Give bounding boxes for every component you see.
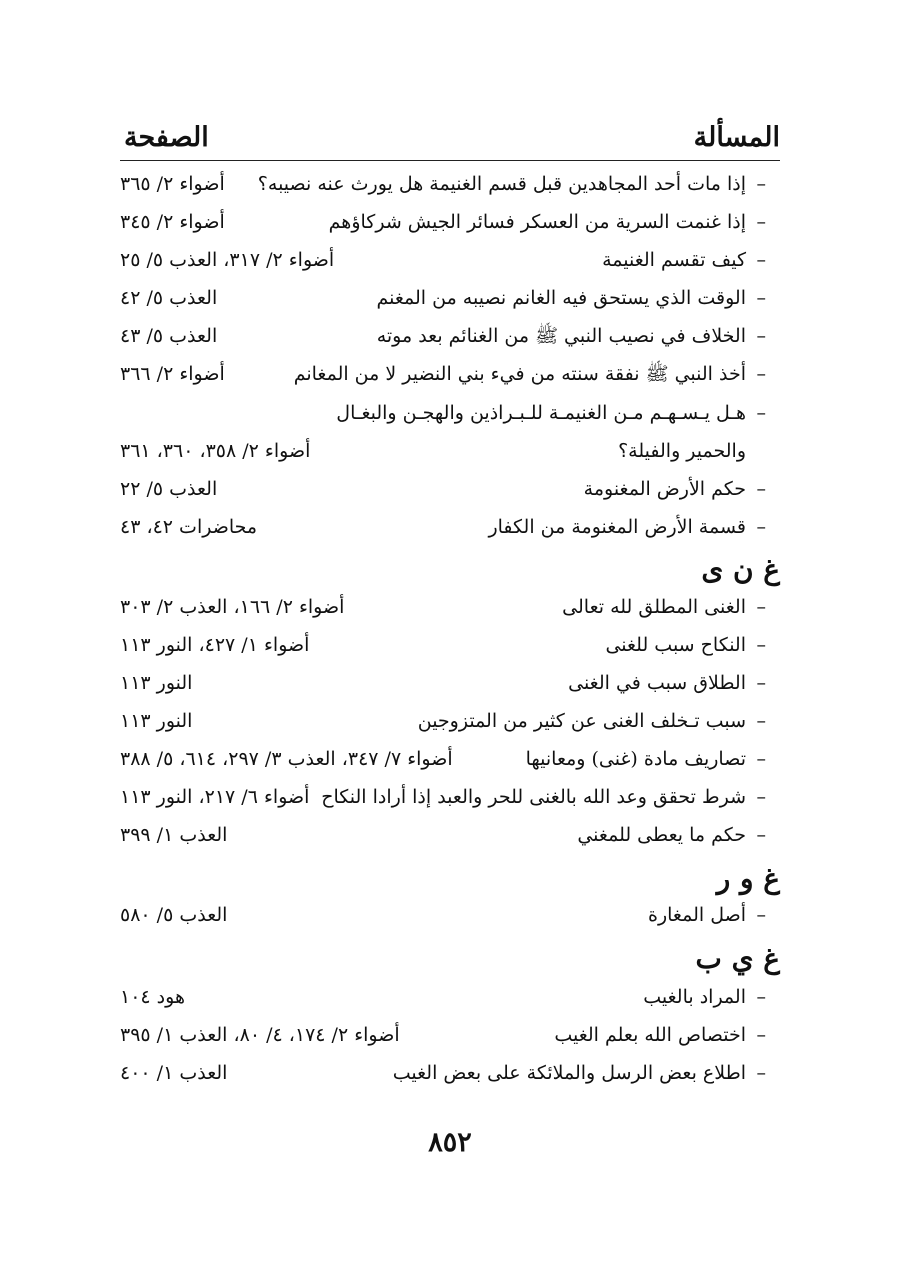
entry-dash: –: [756, 325, 766, 347]
index-entry: [120, 1056, 780, 1090]
index-entry: [120, 281, 780, 315]
entry-ref: العذب ٥/ ٤٢: [120, 287, 218, 309]
entry-ref: هود ١٠٤: [120, 986, 185, 1008]
section-heading-ghani: [120, 550, 780, 590]
entry-ref: أضواء ٢/ ١٧٤، ٤/ ٨٠، العذب ١/ ٣٩٥: [120, 1024, 400, 1046]
entry-dash: –: [756, 986, 766, 1008]
entry-text: تصاريف مادة (غنى) ومعانيها: [525, 748, 746, 770]
entry-text: الطلاق سبب في الغنى: [568, 672, 746, 694]
entry-dash: –: [756, 211, 766, 233]
entry-ref: العذب ٥/ ٢٢: [120, 478, 218, 500]
entry-text: هـل يـسـهـم مـن الغنيمـة للـبـراذين والهجـن والبغـال: [336, 402, 746, 424]
index-entry: [120, 780, 780, 814]
index-entry: [120, 510, 780, 544]
index-entry: [120, 898, 780, 932]
entry-ref: أضواء ١/ ٤٢٧، النور ١١٣: [120, 634, 310, 656]
entry-ref: النور ١١٣: [120, 710, 193, 732]
index-entry: [120, 205, 780, 239]
entry-ref: أضواء ٦/ ٢١٧، النور ١١٣: [120, 786, 310, 808]
section-heading-ghawr: [120, 859, 780, 899]
entry-ref: أضواء ٢/ ٣٤٥: [120, 211, 225, 233]
entry-dash: –: [756, 710, 766, 732]
entry-ref: أضواء ٢/ ٣٦٥: [120, 173, 225, 195]
entry-dash: –: [756, 1062, 766, 1084]
entry-text: المراد بالغيب: [643, 986, 746, 1008]
entry-dash: –: [756, 596, 766, 618]
entry-dash: –: [756, 363, 766, 385]
entry-text: سبب تـخلف الغنى عن كثير من المتزوجين: [417, 710, 746, 732]
entry-text: الغنى المطلق لله تعالى: [562, 596, 746, 618]
entry-text: كيف تقسم الغنيمة: [602, 249, 746, 271]
entry-text: قسمة الأرض المغنومة من الكفار: [488, 516, 746, 538]
entry-ref: أضواء ٢/ ٣٥٨، ٣٦٠، ٣٦١: [120, 440, 311, 462]
page-column-heading: الصفحة: [124, 122, 209, 153]
entry-ref: أضواء ٢/ ٣١٧، العذب ٥/ ٢٥: [120, 249, 335, 271]
entry-ref: النور ١١٣: [120, 672, 193, 694]
entry-dash: –: [756, 478, 766, 500]
entry-ref: أضواء ٢/ ١٦٦، العذب ٢/ ٣٠٣: [120, 596, 345, 618]
index-entry: [120, 590, 780, 624]
section-heading-ghayb: [120, 939, 780, 979]
entry-ref: أضواء ٢/ ٣٦٦: [120, 363, 225, 385]
entry-dash: –: [756, 173, 766, 195]
index-entry: [120, 167, 780, 201]
entry-text: إذا غنمت السرية من العسكر فسائر الجيش شركاؤهم: [328, 211, 746, 233]
entry-text: والحمير والفيلة؟: [618, 440, 746, 462]
entry-text: أصل المغارة: [648, 904, 746, 926]
entry-text: أخذ النبي ﷺ نفقة سنته من فيء بني النضير لا من المغانم: [293, 363, 746, 385]
index-entry-continuation: [120, 434, 780, 468]
index-entry: [120, 319, 780, 353]
entry-dash: –: [756, 1024, 766, 1046]
table-header: [120, 122, 780, 158]
entry-ref: أضواء ٧/ ٣٤٧، العذب ٣/ ٢٩٧، ٦١٤، ٥/ ٣٨٨: [120, 748, 453, 770]
entry-dash: –: [756, 824, 766, 846]
entry-ref: العذب ٥/ ٤٣: [120, 325, 218, 347]
entry-text: النكاح سبب للغنى: [605, 634, 746, 656]
index-entry: [120, 980, 780, 1014]
entry-text: اختصاص الله بعلم الغيب: [554, 1024, 746, 1046]
entry-dash: –: [756, 748, 766, 770]
issue-column-heading: المسألة: [693, 122, 780, 153]
entry-text: اطلاع بعض الرسل والملائكة على بعض الغيب: [392, 1062, 746, 1084]
section-heading-text: غ ن ى: [701, 553, 780, 586]
entry-text: حكم الأرض المغنومة: [583, 478, 746, 500]
section-heading-text: غ و ر: [716, 862, 780, 895]
index-entry: [120, 742, 780, 776]
index-entry: [120, 666, 780, 700]
section-heading-text: غ ي ب: [695, 942, 780, 975]
entry-text: حكم ما يعطى للمغني: [577, 824, 746, 846]
entry-dash: –: [756, 786, 766, 808]
index-entry: [120, 357, 780, 391]
index-entry: [120, 704, 780, 738]
page-number: ٨٥٢: [428, 1127, 472, 1158]
entry-dash: –: [756, 904, 766, 926]
header-rule: [120, 160, 780, 161]
entry-dash: –: [756, 634, 766, 656]
entry-dash: –: [756, 287, 766, 309]
entry-dash: –: [756, 672, 766, 694]
index-entry: [120, 396, 780, 430]
index-entry: [120, 628, 780, 662]
entry-text: شرط تحقق وعد الله بالغنى للحر والعبد إذا أرادا النكاح: [321, 786, 746, 808]
entry-dash: –: [756, 249, 766, 271]
index-entry: [120, 243, 780, 277]
entry-text: إذا مات أحد المجاهدين قبل قسم الغنيمة هل يورث عنه نصيبه؟: [257, 173, 746, 195]
entry-ref: العذب ١/ ٤٠٠: [120, 1062, 228, 1084]
index-entry: [120, 818, 780, 852]
entry-dash: –: [756, 402, 766, 424]
index-entry: [120, 472, 780, 506]
entry-ref: العذب ١/ ٣٩٩: [120, 824, 228, 846]
entry-ref: العذب ٥/ ٥٨٠: [120, 904, 228, 926]
entry-dash: –: [756, 516, 766, 538]
entry-text: الوقت الذي يستحق فيه الغانم نصيبه من المغنم: [376, 287, 746, 309]
index-entry: [120, 1018, 780, 1052]
entry-ref: محاضرات ٤٢، ٤٣: [120, 516, 258, 538]
entry-text: الخلاف في نصيب النبي ﷺ من الغنائم بعد موته: [376, 325, 746, 347]
